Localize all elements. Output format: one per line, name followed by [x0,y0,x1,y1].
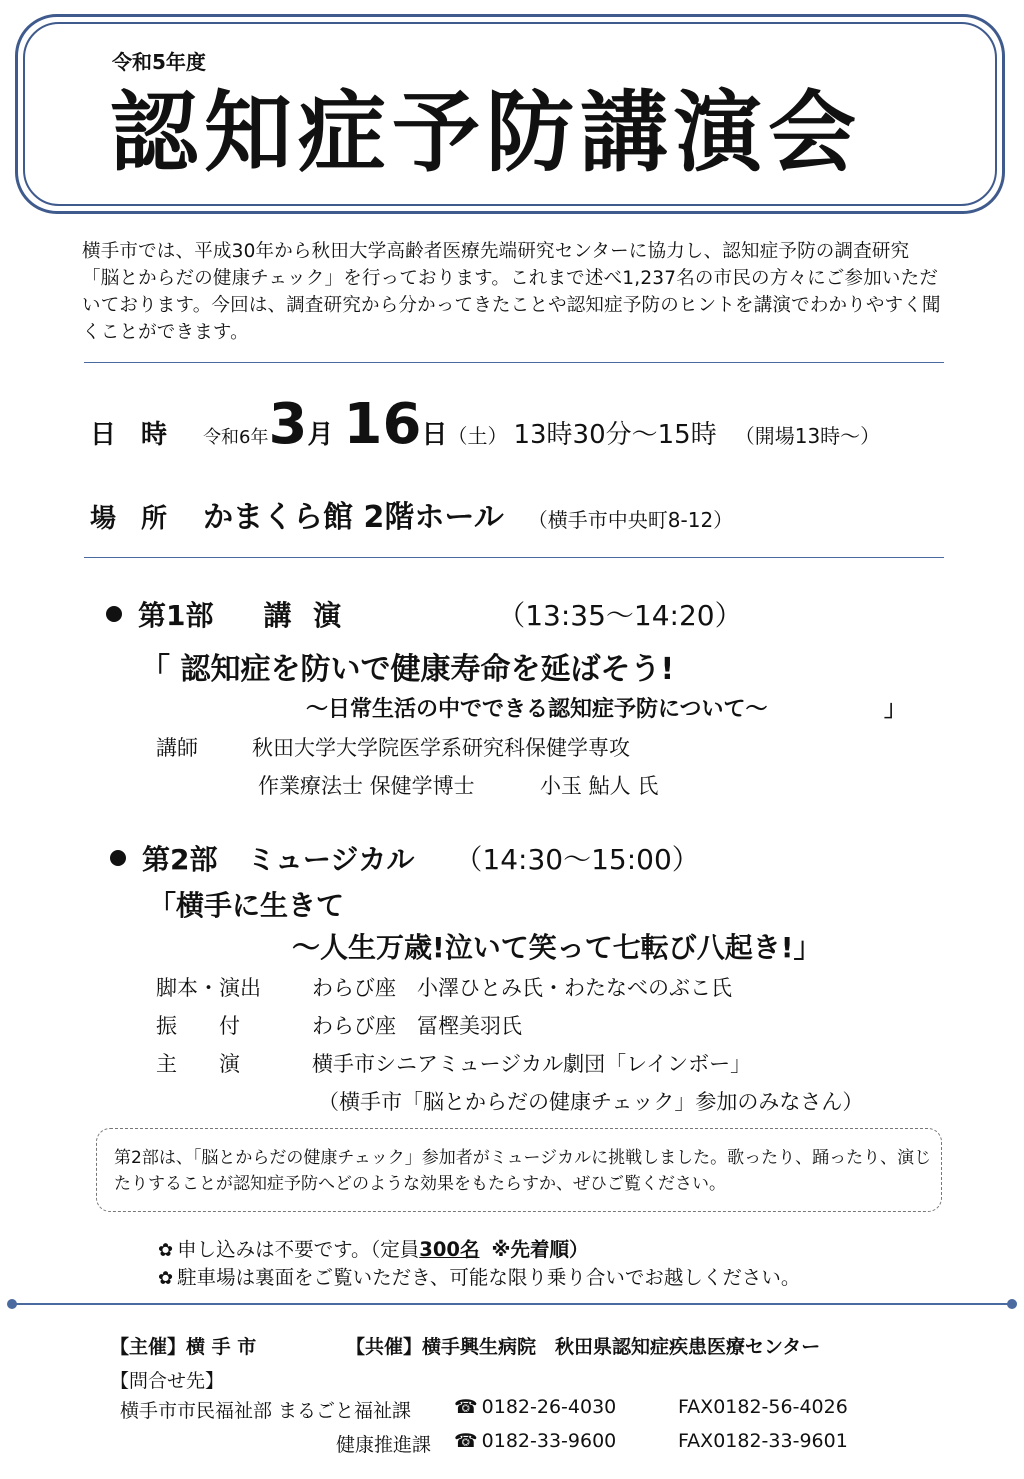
contact-fax-0: FAX0182-56-4026 [678,1396,848,1418]
phone-icon: ☎ [454,1430,478,1452]
part1-label: 第1部 [138,599,214,632]
contact-dept-1: 健康推進課 [336,1434,432,1456]
host [110,1332,256,1359]
datetime-day: 16 [343,392,422,457]
credit-value-0: わらび座 小澤ひとみ氏・わたなべのぶこ氏 [312,976,732,1000]
venue-name: かまくら館 2階ホール [203,500,504,535]
note-text: 第2部は、「脳とからだの健康チェック」参加者がミュージカルに挑戦しました。歌ったり、踊ったり、演じたりすることが認知症予防へどのような効果をもたらすか、ぜひご覧ください。 [114,1148,932,1194]
part2-subtitle: ～人生万歳!泣いて笑って七転び八起き!」 [292,931,822,964]
admission-line-1-pre: 申し込みは不要です。（定員 [177,1238,420,1261]
footer-divider [12,1303,1012,1305]
intro-text: 横手市では、平成30年から秋田大学高齢者医療先端研究センターに協力し、認知症予防の調査研究「脳とからだの健康チェック」を行っております。これまで述べ1,237名の市民の方々にご参加いただいております。今回は、調査研究から分かってきたことや認知症予防のヒントを講演でわかりやすく聞くことができます。 [82,241,941,343]
part2-time: （14:30～15:00） [454,843,700,876]
divider-top [84,362,944,363]
part2-title: 「横手に生きて [148,889,345,922]
cast-note: （横手市「脳とからだの健康チェック」参加のみなさん） [318,1090,864,1114]
clover-icon: ✿ [158,1268,174,1289]
credit-role-1: 振 付 [156,1014,240,1038]
contact-dept-0: 横手市市民福祉部 まるごと福祉課 [120,1400,412,1422]
bullet-icon [110,850,126,866]
datetime-time: 13時30分～15時 [513,420,717,450]
cohost [346,1332,820,1359]
host-label: 【主催】 [110,1336,187,1358]
credit-value-2: 横手市シニアミュージカル劇団「レインボー」 [312,1052,752,1076]
cohost-name: 横手興生病院 秋田県認知症疾患医療センター [422,1336,821,1358]
phone-icon: ☎ [454,1396,478,1418]
part1-close-quote: 」 [884,697,907,722]
page-title: 認知症予防講演会 [110,81,863,184]
venue-row [90,492,733,536]
datetime-day-unit: 日 [421,420,448,450]
lecturer-title: 作業療法士 保健学博士 [258,774,475,798]
admission-line-1-post: ※先着順） [491,1238,589,1261]
lecturer-name: 小玉 鮎人 氏 [540,774,659,798]
part1-title: 「 認知症を防いで健康寿命を延ばそう! [140,652,675,687]
datetime-era: 令和6年 [203,427,269,448]
venue-address: （横手市中央町8-12） [527,508,734,532]
contact-fax-1: FAX0182-33-9601 [678,1430,848,1452]
datetime-row [90,392,880,472]
part2-type: ミュージカル [247,843,415,876]
contact-tel-0: ☎ 0182-26-4030 [454,1396,617,1418]
admission-line-2 [158,1262,800,1290]
datetime-month: 3 [268,392,308,457]
bullet-icon [106,606,122,622]
contact-tel-1: ☎ 0182-33-9600 [454,1430,617,1452]
parking-note: 駐車場は裏面をご覧いただき、可能な限り乗り合いでお越しください。 [177,1266,801,1289]
clover-icon: ✿ [158,1240,174,1261]
part1-type: 講 演 [263,599,348,632]
part1-subtitle: ～日常生活の中でできる認知症予防について～ [306,697,768,722]
capacity: 300名 [419,1238,480,1261]
part1-heading [106,594,743,634]
divider-dot-right [1007,1299,1017,1309]
credit-role-0: 脚本・演出 [156,976,261,1000]
contact-label: 【問合せ先】 [110,1370,225,1392]
part2-label: 第2部 [142,843,218,876]
part1-time: （13:35～14:20） [497,599,743,632]
lecturer-label: 講師 [156,736,198,760]
part2-heading [110,838,700,878]
datetime-month-unit: 月 [307,420,334,450]
admission-line-1 [158,1234,588,1262]
datetime-weekday: （土） [447,424,508,448]
lecturer-affiliation: 秋田大学大学院医学系研究科保健学専攻 [252,736,630,760]
credit-role-2: 主 演 [156,1052,240,1076]
divider-dot-left [7,1299,17,1309]
venue-label: 場 所 [90,504,176,534]
credit-value-1: わらび座 冨樫美羽氏 [312,1014,522,1038]
datetime-open: （開場13時～） [734,424,881,448]
cohost-label: 【共催】 [346,1336,423,1358]
datetime-label: 日 時 [90,420,176,450]
divider-middle [84,557,944,558]
fiscal-year: 令和5年度 [112,50,206,74]
host-name: 横 手 市 [186,1336,257,1358]
